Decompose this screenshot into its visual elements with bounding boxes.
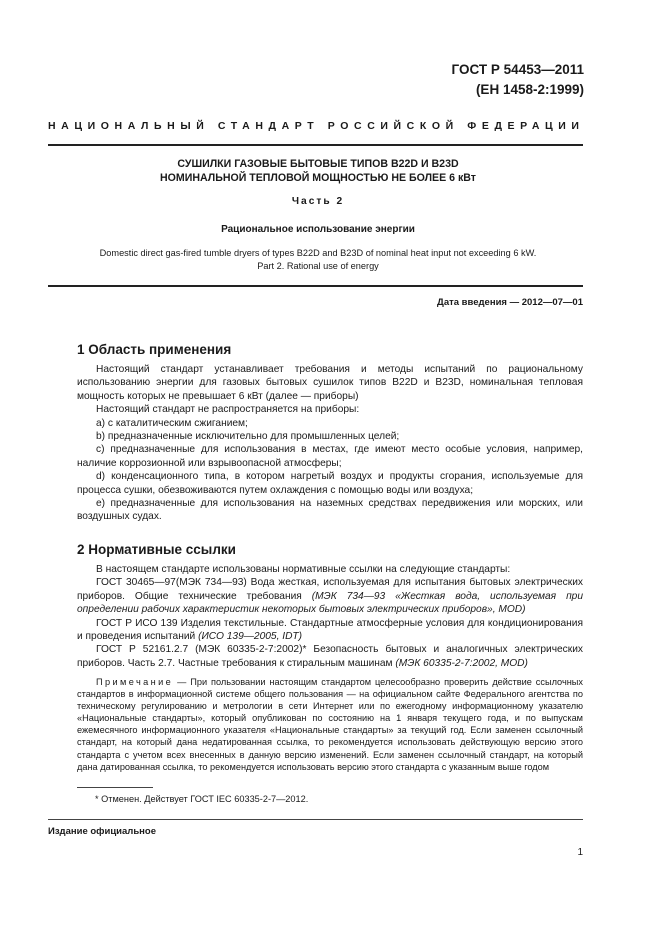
reference-item bbox=[77, 576, 583, 616]
subtitle: Рациональное использование энергии bbox=[221, 224, 415, 235]
note-label: Примечание bbox=[96, 677, 174, 687]
section-2-body bbox=[77, 563, 583, 670]
list-item: d) конденсационного типа, в котором нагретый воздух и продукты сгорания, используемые для процесса сушки, обезвоживаются путем охлаждения с помощью воды или воздуха; bbox=[77, 471, 583, 496]
national-standard-banner: НАЦИОНАЛЬНЫЙ СТАНДАРТ РОССИЙСКОЙ ФЕДЕРАЦИИ bbox=[48, 120, 585, 132]
top-rule bbox=[48, 144, 583, 146]
paragraph: В настоящем стандарте использованы нормативные ссылки на следующие стандарты: bbox=[96, 564, 511, 575]
reference-equivalent: (МЭК 734—93 «Жесткая вода, используемая при определении рабочих характеристик некоторых бытовых электрических приборов», MOD) bbox=[77, 590, 584, 616]
standard-equivalent: (ЕН 1458-2:1999) bbox=[475, 82, 584, 97]
note-paragraph bbox=[77, 676, 583, 773]
list-item: e) предназначенные для использования на наземных средствах передвижения или морских, или воздушных судах. bbox=[77, 498, 583, 523]
introduction-date: Дата введения — 2012—07—01 bbox=[437, 297, 583, 308]
paragraph: Настоящий стандарт не распространяется на приборы: bbox=[96, 404, 360, 416]
note bbox=[77, 676, 583, 773]
title-rule bbox=[48, 285, 583, 287]
note-text: — При пользовании настоящим стандартом целесообразно проверить действие ссылочных стандартов в информационной системе общего пользования — на официальном сайте Федерального агентства по техническому регулированию и метрологии в сети Интернет или по ежегодному информационному указателю «Национальные стандарты», который опубликован по состоянию на 1 января текущего года, и по выпускам ежемесячного информационного указателя «Национальные стандарты» за текущий год. Если заменен ссылочный стандарт, на который дана недатированная ссылка, то рекомендуется использовать действующую версию этого стандарта с учетом всех внесенных в данную версию изменений. Если заменен ссылочный стандарт, на который дана датированная ссылка, то рекомендуется использовать версию этого стандарта с указанным выше годом bbox=[77, 677, 583, 772]
reference-equivalent: (МЭК 60335-2-7:2002, MOD) bbox=[395, 657, 528, 669]
reference-equivalent: (ИСО 139—2005, IDT) bbox=[198, 631, 303, 643]
english-title bbox=[48, 247, 588, 273]
standard-number: ГОСТ Р 54453—2011 bbox=[451, 62, 584, 77]
section-2-heading: 2 Нормативные ссылки bbox=[77, 542, 236, 557]
list-item: b) предназначенные исключительно для промышленных целей; bbox=[96, 431, 400, 443]
section-1-heading: 1 Область применения bbox=[77, 342, 232, 357]
english-title-line-2: Part 2. Rational use of energy bbox=[257, 261, 379, 271]
section-1-body bbox=[77, 363, 583, 524]
edition-label: Издание официальное bbox=[48, 826, 156, 837]
part-label: Часть 2 bbox=[291, 196, 345, 207]
reference-item bbox=[77, 617, 583, 644]
english-title-line-1: Domestic direct gas-fired tumble dryers of types B22D and B23D of nominal heat input not exceeding 6 kW. bbox=[99, 248, 537, 258]
reference-text: ГОСТ Р 52161.2.7 (МЭК 60335-2-7:2002)* Безопасность бытовых и аналогичных электрических приборов. Часть 2.7. Частные требования к стиральным машинам bbox=[77, 644, 583, 669]
bottom-rule bbox=[48, 819, 583, 820]
reference-text: ГОСТ Р ИСО 139 Изделия текстильные. Стандартные атмосферные условия для кондиционирования и проведения испытаний bbox=[77, 617, 583, 643]
reference-text: ГОСТ 30465—97(МЭК 734—93) Вода жесткая, используемая для испытания бытовых электрических приборов. Общие технические требования bbox=[77, 577, 583, 602]
footnote: * Отменен. Действует ГОСТ IEC 60335-2-7—2012. bbox=[95, 794, 309, 804]
title-line-1: СУШИЛКИ ГАЗОВЫЕ БЫТОВЫЕ ТИПОВ В22D И В23D bbox=[177, 158, 459, 170]
footnote-rule bbox=[77, 787, 153, 788]
list-item: а) с каталитическим сжиганием; bbox=[96, 417, 248, 429]
paragraph: Настоящий стандарт устанавливает требования и методы испытаний по рациональному использованию энергии для газовых бытовых сушилок типов В22D и В23D, номинальная тепловая мощность которых не превышает 6 кВт (далее — приборы) bbox=[77, 364, 583, 402]
document-title bbox=[48, 157, 588, 185]
list-item: c) предназначенные для использования в местах, где имеют место особые условия, например, наличие коррозионной или взрывоопасной атмосферы; bbox=[77, 444, 583, 469]
reference-item bbox=[77, 643, 583, 670]
page-number: 1 bbox=[577, 847, 583, 858]
title-line-2: НОМИНАЛЬНОЙ ТЕПЛОВОЙ МОЩНОСТЬЮ НЕ БОЛЕЕ 6 кВт bbox=[160, 172, 476, 184]
